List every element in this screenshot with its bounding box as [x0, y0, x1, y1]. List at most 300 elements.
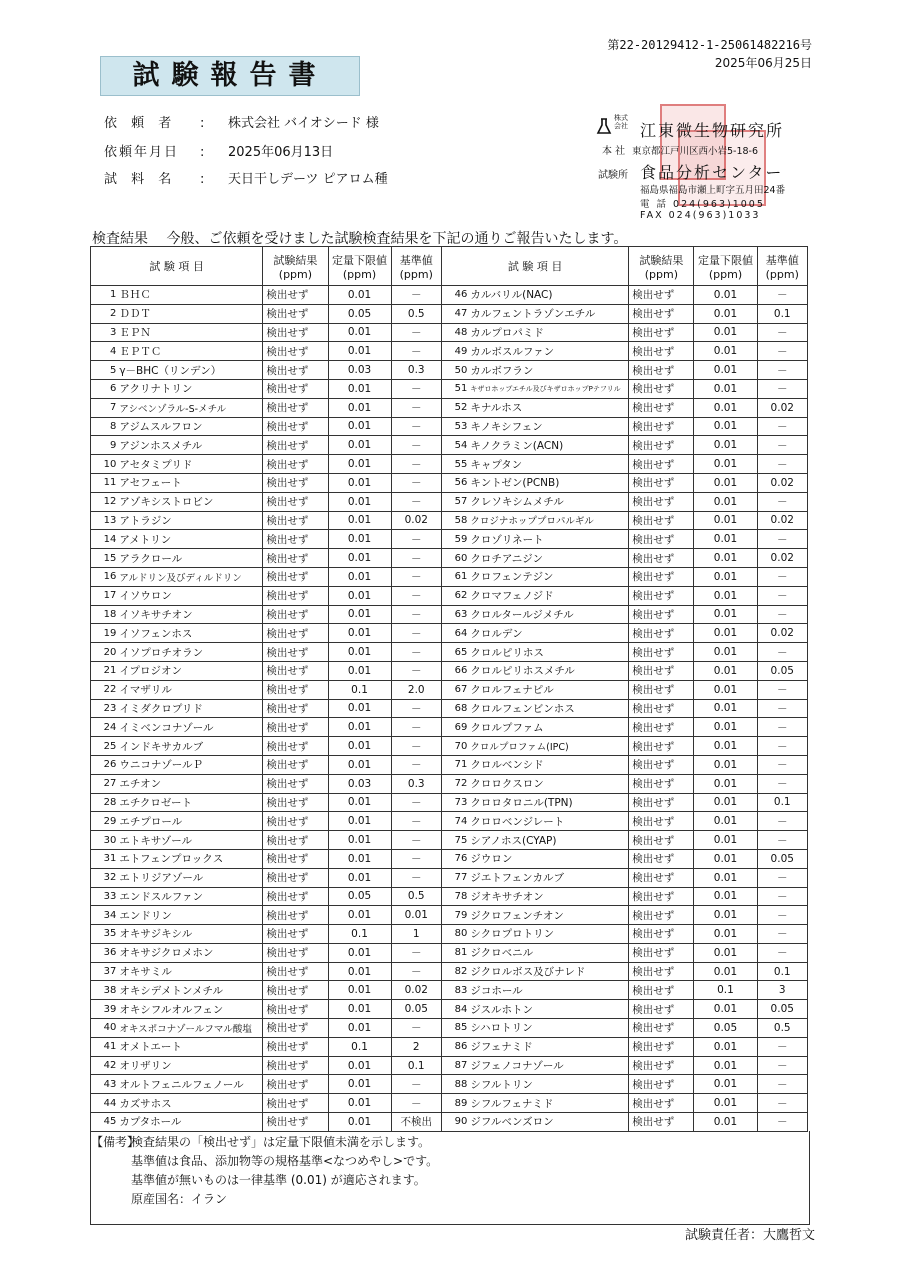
item-standard: －: [391, 793, 441, 812]
item-standard: －: [757, 342, 808, 361]
table-row: [91, 943, 808, 962]
company-name: 江東微生物研究所: [640, 121, 785, 140]
item-number: 26: [91, 755, 119, 774]
item-standard: －: [391, 849, 441, 868]
item-result: 検出せず: [263, 398, 328, 417]
item-result: 検出せず: [263, 680, 328, 699]
item-number: 55: [441, 455, 469, 474]
item-number: 87: [441, 1056, 469, 1075]
item-name: シアノホス(CYAP): [469, 831, 628, 850]
item-result: 検出せず: [629, 1000, 694, 1019]
item-number: 54: [441, 436, 469, 455]
item-result: 検出せず: [629, 398, 694, 417]
item-loq: 0.01: [328, 549, 391, 568]
item-result: 検出せず: [263, 379, 328, 398]
item-name: アセタミプリド: [118, 455, 263, 474]
item-result: 検出せず: [263, 962, 328, 981]
item-standard: 0.02: [757, 549, 808, 568]
table-row: [91, 981, 808, 1000]
item-name: イソフェンホス: [118, 624, 263, 643]
table-row: [91, 1094, 808, 1113]
item-standard: －: [757, 586, 808, 605]
item-name: エトリジアゾール: [118, 868, 263, 887]
item-loq: 0.01: [694, 342, 757, 361]
sample-value: 天日干しデーツ ピアロム種: [228, 172, 388, 187]
item-result: 検出せず: [263, 567, 328, 586]
table-row: [91, 492, 808, 511]
item-loq: 0.01: [694, 943, 757, 962]
item-loq: 0.01: [694, 455, 757, 474]
item-loq: 0.01: [694, 812, 757, 831]
item-standard: －: [391, 586, 441, 605]
table-row: [91, 793, 808, 812]
item-number: 38: [91, 981, 119, 1000]
item-result: 検出せず: [263, 699, 328, 718]
item-loq: 0.01: [328, 398, 391, 417]
item-standard: －: [391, 379, 441, 398]
item-standard: －: [391, 943, 441, 962]
item-name: クロルプファム: [469, 718, 628, 737]
item-loq: 0.1: [694, 981, 757, 1000]
item-number: 25: [91, 737, 119, 756]
item-name: キザロホップエチル及びキザロホップPテフリル: [469, 379, 628, 398]
table-row: [91, 680, 808, 699]
item-number: 78: [441, 887, 469, 906]
item-standard: 0.05: [391, 1000, 441, 1019]
item-result: 検出せず: [263, 361, 328, 380]
item-number: 90: [441, 1113, 469, 1132]
item-loq: 0.01: [694, 643, 757, 662]
item-number: 89: [441, 1094, 469, 1113]
item-standard: －: [391, 962, 441, 981]
table-row: [91, 323, 808, 342]
item-result: 検出せず: [263, 286, 328, 305]
item-name: クロルフェナピル: [469, 680, 628, 699]
request-date-row: 依頼年月日 : 2025年06月13日: [104, 141, 333, 160]
item-name: エチオン: [118, 774, 263, 793]
item-result: 検出せず: [629, 812, 694, 831]
item-number: 72: [441, 774, 469, 793]
table-row: [91, 1075, 808, 1094]
table-row: [91, 624, 808, 643]
item-result: 検出せず: [629, 755, 694, 774]
item-loq: 0.01: [694, 906, 757, 925]
item-result: 検出せず: [263, 981, 328, 1000]
item-standard: －: [757, 1056, 808, 1075]
item-standard: －: [391, 868, 441, 887]
item-result: 検出せず: [263, 455, 328, 474]
item-result: 検出せず: [629, 1037, 694, 1056]
item-loq: 0.01: [694, 718, 757, 737]
item-loq: 0.01: [694, 436, 757, 455]
item-name: オキサジクロメホン: [118, 943, 263, 962]
item-loq: 0.01: [694, 1000, 757, 1019]
item-loq: 0.03: [328, 361, 391, 380]
item-number: 80: [441, 925, 469, 944]
item-number: 75: [441, 831, 469, 850]
item-standard: 3: [757, 981, 808, 1000]
item-loq: 0.01: [694, 1094, 757, 1113]
item-name: クロロタロニル(TPN): [469, 793, 628, 812]
item-name: ジフェナミド: [469, 1037, 628, 1056]
item-standard: 0.05: [757, 849, 808, 868]
item-name: クロロクスロン: [469, 774, 628, 793]
item-name: キントゼン(PCNB): [469, 473, 628, 492]
table-row: [91, 436, 808, 455]
item-standard: －: [391, 286, 441, 305]
item-number: 2: [91, 304, 119, 323]
item-result: 検出せず: [629, 680, 694, 699]
head-office-address: 東京都江戸川区西小岩5-18-6: [632, 146, 759, 157]
item-standard: －: [391, 417, 441, 436]
item-name: クロルタールジメチル: [469, 605, 628, 624]
item-name: ＢＨＣ: [118, 286, 263, 305]
item-number: 15: [91, 549, 119, 568]
item-result: 検出せず: [629, 304, 694, 323]
item-number: 20: [91, 643, 119, 662]
item-number: 51: [441, 379, 469, 398]
item-name: エンドスルファン: [118, 887, 263, 906]
flask-icon: [596, 118, 612, 139]
item-name: アジムスルフロン: [118, 417, 263, 436]
item-standard: －: [391, 661, 441, 680]
lab-label: 試験所: [598, 170, 628, 181]
item-loq: 0.01: [694, 417, 757, 436]
table-row: [91, 398, 808, 417]
item-loq: 0.01: [694, 511, 757, 530]
client-row: 依 頼 者 : 株式会社 バイオシード 様: [104, 112, 379, 131]
item-name: ジクロベニル: [469, 943, 628, 962]
item-loq: 0.01: [694, 868, 757, 887]
item-loq: 0.01: [328, 605, 391, 624]
item-standard: －: [391, 473, 441, 492]
item-name: ウニコナゾールＰ: [118, 755, 263, 774]
item-loq: 0.01: [328, 1094, 391, 1113]
item-standard: －: [757, 1037, 808, 1056]
item-name: イマザリル: [118, 680, 263, 699]
item-result: 検出せず: [629, 1094, 694, 1113]
item-result: 検出せず: [263, 624, 328, 643]
sample-row: 試 料 名 : 天日干しデーツ ピアロム種: [104, 168, 388, 187]
item-number: 39: [91, 1000, 119, 1019]
item-name: クロルフェンビンホス: [469, 699, 628, 718]
item-loq: 0.01: [694, 661, 757, 680]
item-loq: 0.01: [694, 549, 757, 568]
item-loq: 0.01: [328, 492, 391, 511]
item-standard: －: [391, 323, 441, 342]
item-name: ジクロルボス及びナレド: [469, 962, 628, 981]
item-name: オリザリン: [118, 1056, 263, 1075]
table-row: [91, 925, 808, 944]
remarks-box: [90, 1131, 810, 1225]
item-loq: 0.01: [328, 793, 391, 812]
item-standard: －: [757, 887, 808, 906]
item-loq: 0.01: [328, 943, 391, 962]
phone-number: 電 話 024(963)1005: [640, 199, 765, 210]
item-standard: 0.1: [391, 1056, 441, 1075]
table-row: [91, 849, 808, 868]
item-number: 9: [91, 436, 119, 455]
item-name: エンドリン: [118, 906, 263, 925]
item-standard: －: [757, 361, 808, 380]
item-name: シフルフェナミド: [469, 1094, 628, 1113]
item-number: 45: [91, 1113, 119, 1132]
item-loq: 0.01: [328, 906, 391, 925]
item-result: 検出せず: [263, 1056, 328, 1075]
item-number: 77: [441, 868, 469, 887]
item-standard: －: [391, 718, 441, 737]
item-result: 検出せず: [263, 530, 328, 549]
item-number: 61: [441, 567, 469, 586]
item-loq: 0.01: [694, 398, 757, 417]
item-result: 検出せず: [263, 549, 328, 568]
item-loq: 0.01: [328, 812, 391, 831]
item-name: シフルトリン: [469, 1075, 628, 1094]
item-result: 検出せず: [629, 1056, 694, 1075]
item-number: 19: [91, 624, 119, 643]
item-number: 44: [91, 1094, 119, 1113]
item-number: 1: [91, 286, 119, 305]
item-number: 8: [91, 417, 119, 436]
item-number: 79: [441, 906, 469, 925]
item-loq: 0.01: [694, 605, 757, 624]
item-loq: 0.01: [694, 586, 757, 605]
item-number: 6: [91, 379, 119, 398]
table-row: [91, 1000, 808, 1019]
table-row: [91, 718, 808, 737]
item-number: 31: [91, 849, 119, 868]
item-name: クロルピリホス: [469, 643, 628, 662]
item-loq: 0.01: [694, 887, 757, 906]
item-number: 53: [441, 417, 469, 436]
item-standard: －: [757, 567, 808, 586]
item-number: 42: [91, 1056, 119, 1075]
item-name: ジウロン: [469, 849, 628, 868]
item-loq: 0.01: [328, 962, 391, 981]
item-result: 検出せず: [629, 436, 694, 455]
item-loq: 0.01: [694, 567, 757, 586]
client-value: 株式会社 バイオシード 様: [228, 116, 379, 131]
item-name: クロジナホッププロパルギル: [469, 511, 628, 530]
table-header-row: [91, 247, 808, 286]
item-number: 82: [441, 962, 469, 981]
item-result: 検出せず: [629, 699, 694, 718]
item-standard: －: [757, 1113, 808, 1132]
table-row: [91, 549, 808, 568]
table-row: [91, 511, 808, 530]
item-name: アセフェート: [118, 473, 263, 492]
item-name: キノクラミン(ACN): [469, 436, 628, 455]
item-loq: 0.01: [694, 304, 757, 323]
item-number: 4: [91, 342, 119, 361]
item-number: 52: [441, 398, 469, 417]
item-name: ＥＰＴＣ: [118, 342, 263, 361]
item-name: オキサミル: [118, 962, 263, 981]
item-loq: 0.01: [328, 1075, 391, 1094]
item-number: 76: [441, 849, 469, 868]
item-name: ジエトフェンカルブ: [469, 868, 628, 887]
item-loq: 0.01: [694, 473, 757, 492]
item-name: ＤＤＴ: [118, 304, 263, 323]
table-row: [91, 304, 808, 323]
item-standard: 0.05: [757, 1000, 808, 1019]
item-loq: 0.01: [694, 774, 757, 793]
item-result: 検出せず: [629, 718, 694, 737]
item-name: イミベンコナゾール: [118, 718, 263, 737]
item-loq: 0.01: [694, 925, 757, 944]
item-standard: －: [391, 1019, 441, 1038]
item-standard: 0.5: [391, 887, 441, 906]
item-result: 検出せず: [263, 417, 328, 436]
item-standard: －: [391, 455, 441, 474]
item-number: 68: [441, 699, 469, 718]
header-standard: 基準値 (ppm): [391, 247, 441, 286]
item-number: 23: [91, 699, 119, 718]
item-loq: 0.01: [694, 831, 757, 850]
item-standard: －: [757, 699, 808, 718]
table-row: [91, 699, 808, 718]
item-result: 検出せず: [263, 718, 328, 737]
item-loq: 0.01: [328, 831, 391, 850]
item-result: 検出せず: [629, 943, 694, 962]
item-standard: －: [757, 943, 808, 962]
item-result: 検出せず: [263, 473, 328, 492]
item-standard: －: [757, 906, 808, 925]
item-name: クロルベンシド: [469, 755, 628, 774]
item-number: 64: [441, 624, 469, 643]
table-row: [91, 661, 808, 680]
item-name: カルボフラン: [469, 361, 628, 380]
item-standard: 0.1: [757, 962, 808, 981]
item-result: 検出せず: [263, 661, 328, 680]
item-result: 検出せず: [629, 849, 694, 868]
item-name: キナルホス: [469, 398, 628, 417]
item-loq: 0.01: [694, 1037, 757, 1056]
item-standard: －: [757, 1075, 808, 1094]
item-loq: 0.01: [328, 530, 391, 549]
item-name: アラクロール: [118, 549, 263, 568]
item-number: 17: [91, 586, 119, 605]
item-standard: 0.05: [757, 661, 808, 680]
item-name: オメトエート: [118, 1037, 263, 1056]
item-loq: 0.01: [328, 1000, 391, 1019]
item-standard: －: [757, 605, 808, 624]
item-standard: 0.3: [391, 361, 441, 380]
item-name: カルバリル(NAC): [469, 286, 628, 305]
sample-label: 試 料 名: [104, 172, 177, 187]
item-result: 検出せず: [629, 549, 694, 568]
item-number: 71: [441, 755, 469, 774]
item-number: 63: [441, 605, 469, 624]
item-standard: 0.02: [391, 511, 441, 530]
item-loq: 0.01: [694, 680, 757, 699]
item-result: 検出せず: [629, 737, 694, 756]
item-result: 検出せず: [629, 361, 694, 380]
item-result: 検出せず: [263, 943, 328, 962]
item-name: カルボスルファン: [469, 342, 628, 361]
item-number: 18: [91, 605, 119, 624]
item-name: γ－BHC（リンデン）: [118, 361, 263, 380]
table-row: [91, 1056, 808, 1075]
table-row: [91, 887, 808, 906]
item-standard: －: [757, 323, 808, 342]
item-name: クロルプロファム(IPC): [469, 737, 628, 756]
item-name: オキシフルオルフェン: [118, 1000, 263, 1019]
item-name: クロルピリホスメチル: [469, 661, 628, 680]
item-standard: －: [757, 379, 808, 398]
item-result: 検出せず: [629, 417, 694, 436]
item-number: 13: [91, 511, 119, 530]
head-office-label: 本 社: [602, 146, 626, 157]
item-name: ジオキサチオン: [469, 887, 628, 906]
item-name: カズサホス: [118, 1094, 263, 1113]
item-number: 30: [91, 831, 119, 850]
item-loq: 0.01: [694, 624, 757, 643]
table-row: [91, 755, 808, 774]
table-row: [91, 361, 808, 380]
item-standard: －: [391, 1075, 441, 1094]
item-standard: －: [757, 530, 808, 549]
company-block: [596, 112, 811, 222]
item-loq: 0.01: [694, 1056, 757, 1075]
item-name: クロチアニジン: [469, 549, 628, 568]
item-loq: 0.01: [328, 342, 391, 361]
item-number: 66: [441, 661, 469, 680]
item-loq: 0.01: [328, 699, 391, 718]
item-result: 検出せず: [263, 1075, 328, 1094]
item-result: 検出せず: [263, 849, 328, 868]
remarks-label: 【備考】: [91, 1135, 140, 1149]
table-row: [91, 812, 808, 831]
item-number: 22: [91, 680, 119, 699]
item-result: 検出せず: [263, 812, 328, 831]
item-standard: －: [391, 643, 441, 662]
item-result: 検出せず: [629, 455, 694, 474]
item-loq: 0.05: [328, 304, 391, 323]
item-number: 67: [441, 680, 469, 699]
item-name: エチクロゼート: [118, 793, 263, 812]
lab-address: 福島県福島市瀬上町字五月田24番: [640, 185, 786, 196]
item-name: ジコホール: [469, 981, 628, 1000]
item-standard: －: [757, 925, 808, 944]
item-standard: －: [757, 417, 808, 436]
item-result: 検出せず: [629, 1113, 694, 1132]
fax-number: FAX 024(963)1033: [640, 210, 761, 221]
table-row: [91, 774, 808, 793]
item-name: カルプロパミド: [469, 323, 628, 342]
remarks-line-1: 検査結果の「検出せず」は定量下限値未満を示します。: [131, 1135, 431, 1149]
item-loq: 0.01: [694, 530, 757, 549]
kabushiki-label: 株式会社: [614, 114, 628, 130]
item-loq: 0.01: [328, 661, 391, 680]
item-standard: 0.02: [757, 624, 808, 643]
item-standard: －: [757, 643, 808, 662]
item-name: エトフェンプロックス: [118, 849, 263, 868]
item-number: 34: [91, 906, 119, 925]
item-number: 70: [441, 737, 469, 756]
item-number: 69: [441, 718, 469, 737]
item-standard: －: [757, 436, 808, 455]
item-name: アクリナトリン: [118, 379, 263, 398]
item-result: 検出せず: [629, 586, 694, 605]
item-number: 24: [91, 718, 119, 737]
item-number: 84: [441, 1000, 469, 1019]
item-standard: －: [757, 737, 808, 756]
table-row: [91, 286, 808, 305]
item-number: 27: [91, 774, 119, 793]
table-row: [91, 530, 808, 549]
item-result: 検出せず: [629, 624, 694, 643]
